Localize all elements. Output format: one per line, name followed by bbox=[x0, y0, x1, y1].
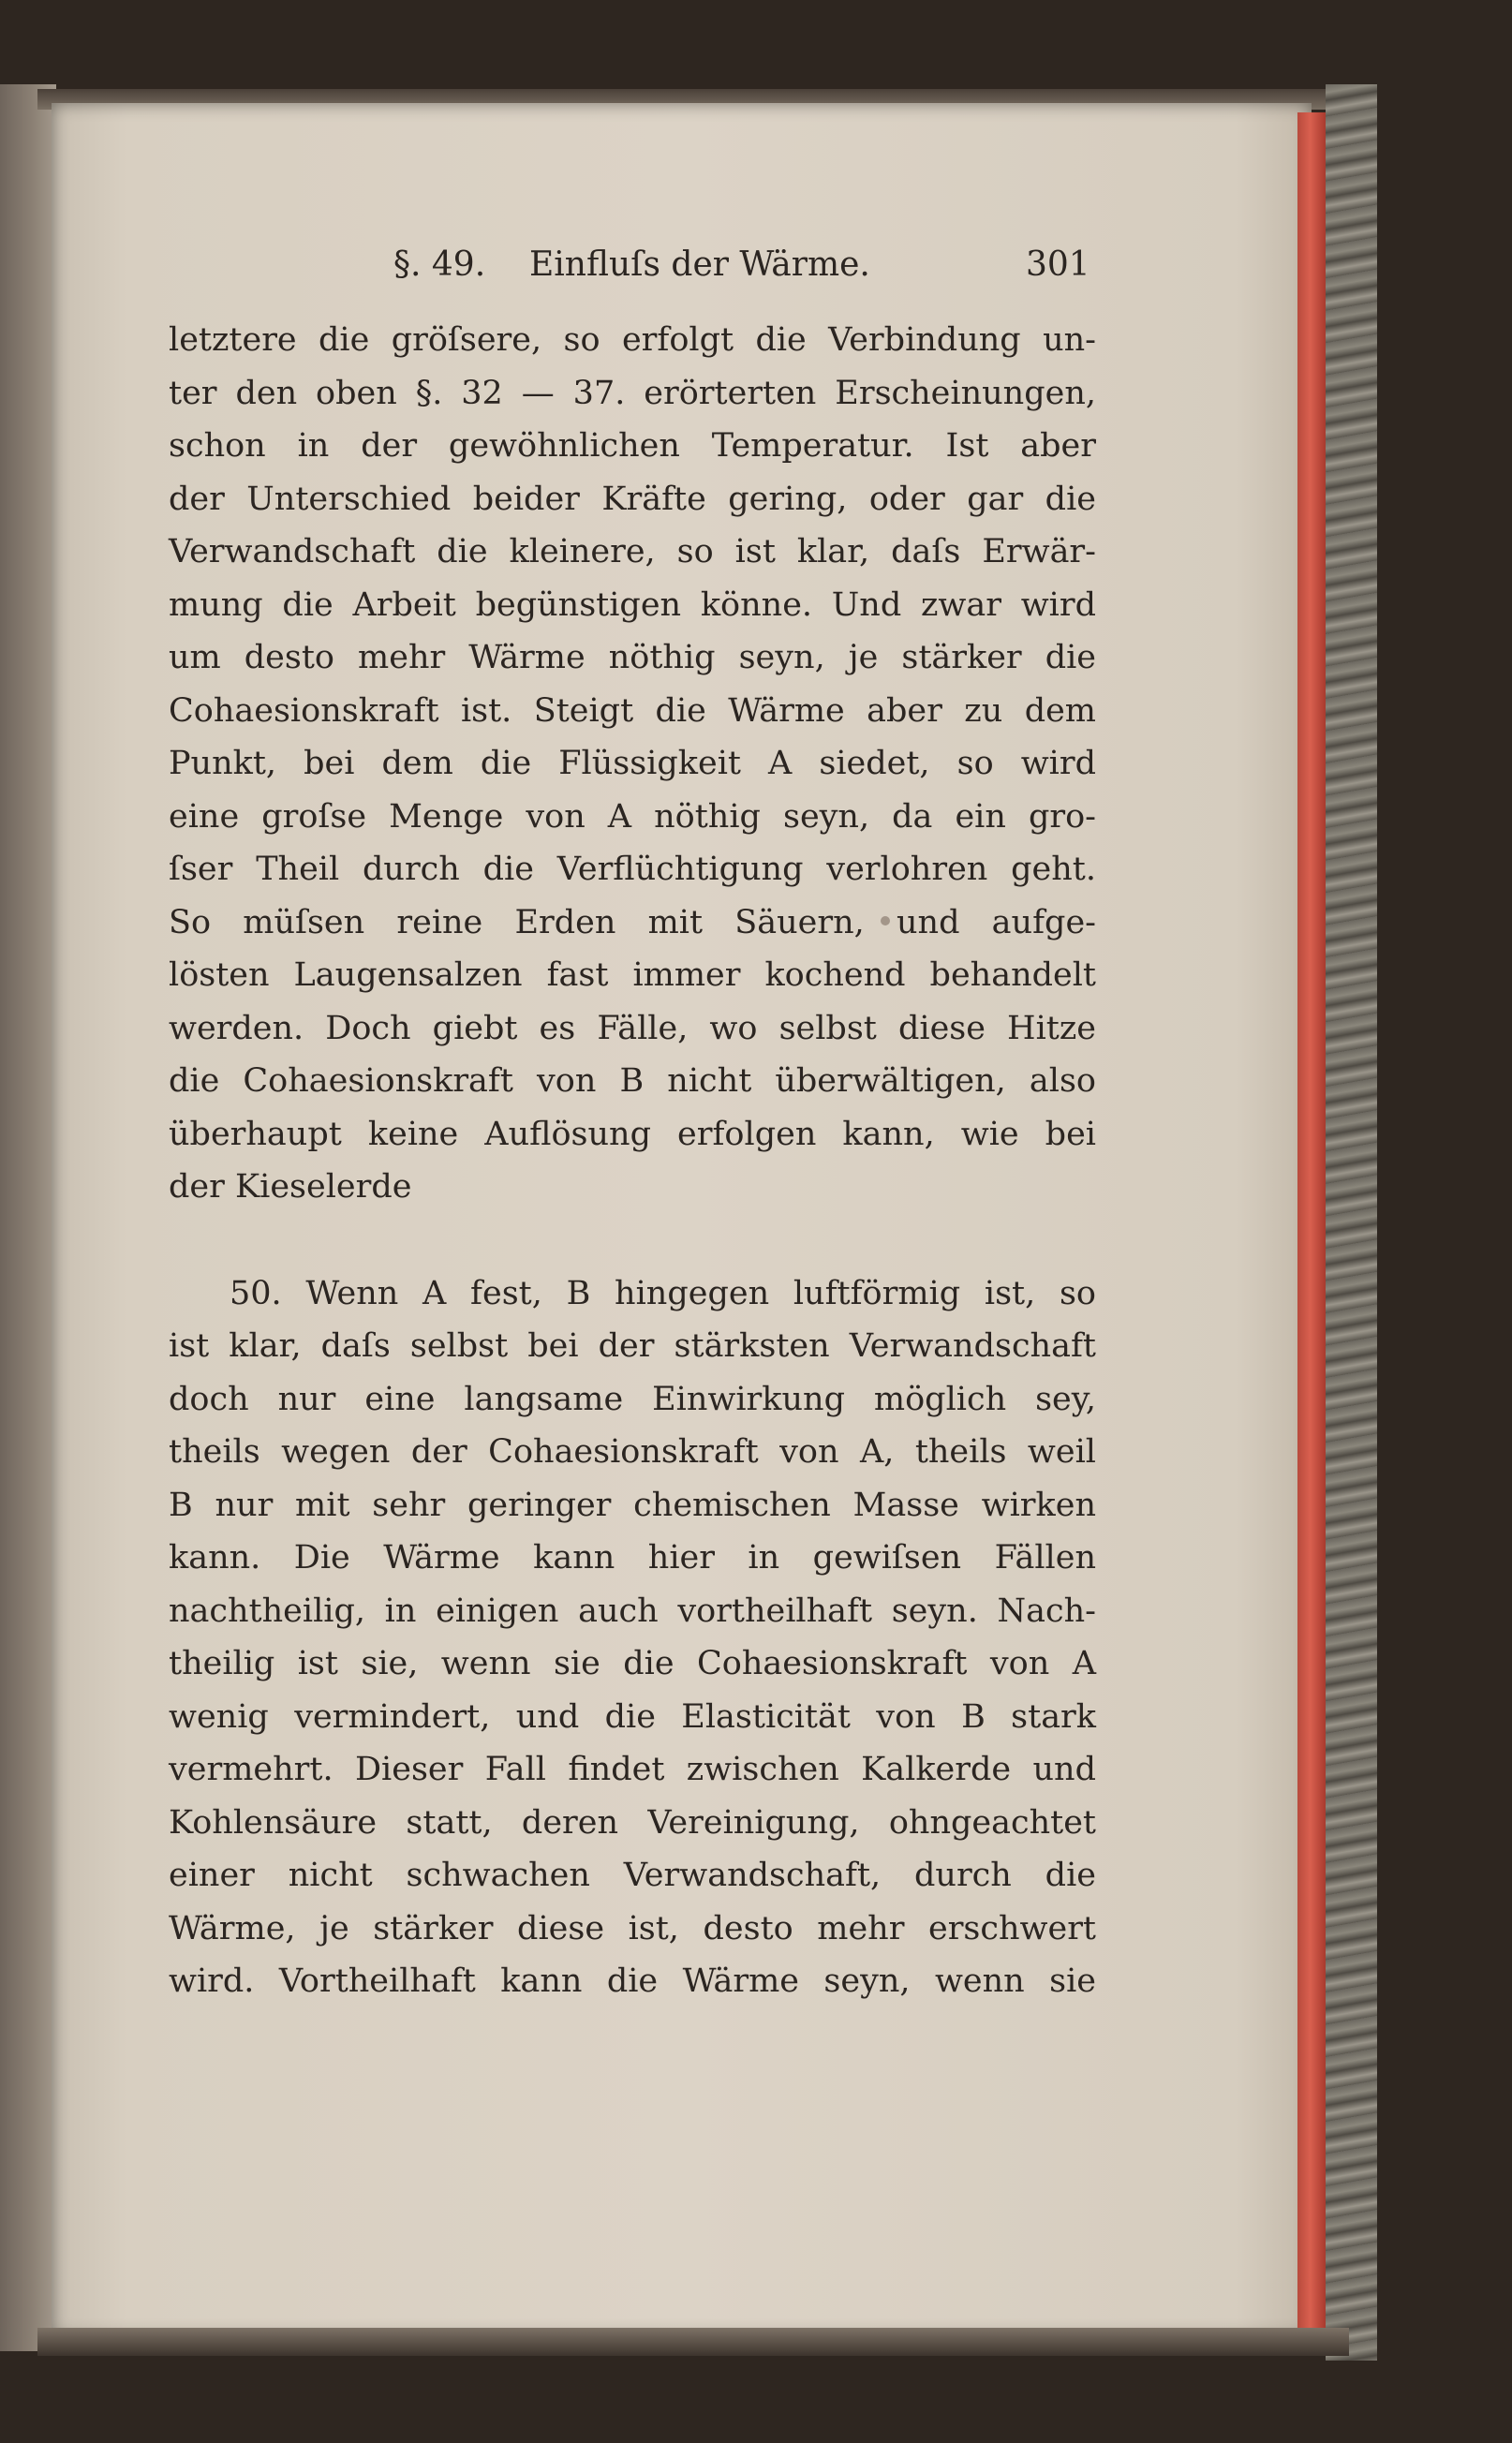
text-line: die Cohaesionskraft von B nicht überwältigen, also bbox=[169, 1062, 1096, 1100]
text-line: kann. Die Wärme kann hier in gewiſsen Fällen bbox=[169, 1539, 1096, 1577]
text-line: theils wegen der Cohaesionskraft von A, theils weil bbox=[169, 1433, 1096, 1471]
text-line: Punkt, bei dem die Flüssigkeit A siedet, so wird bbox=[169, 745, 1096, 782]
paragraph-1 bbox=[169, 314, 1096, 1214]
text-line: einer nicht schwachen Verwandschaft, durch die bbox=[169, 1857, 1096, 1894]
text-line: Verwandschaft die kleinere, so ist klar, daſs Erwär- bbox=[169, 533, 1096, 570]
text-line: doch nur eine langsame Einwirkung möglich sey, bbox=[169, 1380, 1096, 1418]
text-line: wenig vermindert, und die Elasticität von B stark bbox=[169, 1697, 1096, 1736]
text-line: Kohlensäure statt, deren Vereinigung, ohngeachtet bbox=[169, 1803, 1096, 1842]
text-line: eine groſse Menge von A nöthig seyn, da ein gro- bbox=[169, 797, 1096, 836]
page-number: 301 bbox=[1026, 245, 1090, 284]
text-line: schon in der gewöhnlichen Temperatur. Ist aber bbox=[169, 427, 1096, 465]
section-number: §. 49. bbox=[393, 245, 486, 284]
text-line: der Kieselerde bbox=[169, 1168, 412, 1206]
text-line: So müſsen reine Erden mit Säuern, und aufge- bbox=[169, 903, 1096, 941]
text-line: lösten Laugensalzen fast immer kochend behandelt bbox=[169, 956, 1096, 994]
text-line: ter den oben §. 32 — 37. erörterten Erscheinungen, bbox=[169, 374, 1096, 412]
text-line: letztere die gröſsere, so erfolgt die Verbindung un- bbox=[169, 321, 1096, 359]
page-text bbox=[169, 314, 1096, 2008]
text-line: ist klar, daſs selbst bei der stärksten Verwandschaft bbox=[169, 1327, 1096, 1365]
text-line: überhaupt keine Auflösung erfolgen kann, wie bei bbox=[169, 1115, 1096, 1153]
book-bottom-edge bbox=[37, 2328, 1349, 2356]
red-page-edge bbox=[1297, 112, 1326, 2328]
text-line: B nur mit sehr geringer chemischen Masse wirken bbox=[169, 1486, 1096, 1524]
text-line: wird. Vortheilhaft kann die Wärme seyn, wenn sie bbox=[169, 1962, 1096, 2000]
text-line: Wärme, je stärker diese ist, desto mehr erschwert bbox=[169, 1909, 1096, 1947]
text-line: der Unterschied beider Kräfte gering, oder gar die bbox=[169, 480, 1096, 518]
text-line: werden. Doch giebt es Fälle, wo selbst diese Hitze bbox=[169, 1009, 1096, 1047]
ink-spot bbox=[881, 916, 890, 925]
paragraph-gap bbox=[169, 1214, 1096, 1267]
text-line: mung die Arbeit begünstigen könne. Und zwar wird bbox=[169, 585, 1096, 624]
book-cover-edge bbox=[1326, 84, 1377, 2361]
header-title: Einfluſs der Wärme. bbox=[529, 245, 870, 284]
text-line: nachtheilig, in einigen auch vortheilhaft seyn. Nach- bbox=[169, 1592, 1096, 1630]
text-line: 50. Wenn A fest, B hingegen luftförmig ist, so bbox=[230, 1274, 1096, 1312]
text-line: Cohaesionskraft ist. Steigt die Wärme aber zu dem bbox=[169, 691, 1096, 730]
text-line: ſser Theil durch die Verflüchtigung verlohren geht. bbox=[169, 851, 1096, 888]
text-line: theilig ist sie, wenn sie die Cohaesionskraft von A bbox=[169, 1645, 1096, 1682]
running-header bbox=[393, 245, 1105, 302]
facing-page-edge bbox=[0, 84, 56, 2351]
text-line: um desto mehr Wärme nöthig seyn, je stärker die bbox=[169, 639, 1096, 676]
text-line: vermehrt. Dieser Fall findet zwischen Kalkerde und bbox=[169, 1751, 1096, 1788]
paragraph-2 bbox=[169, 1267, 1096, 2008]
